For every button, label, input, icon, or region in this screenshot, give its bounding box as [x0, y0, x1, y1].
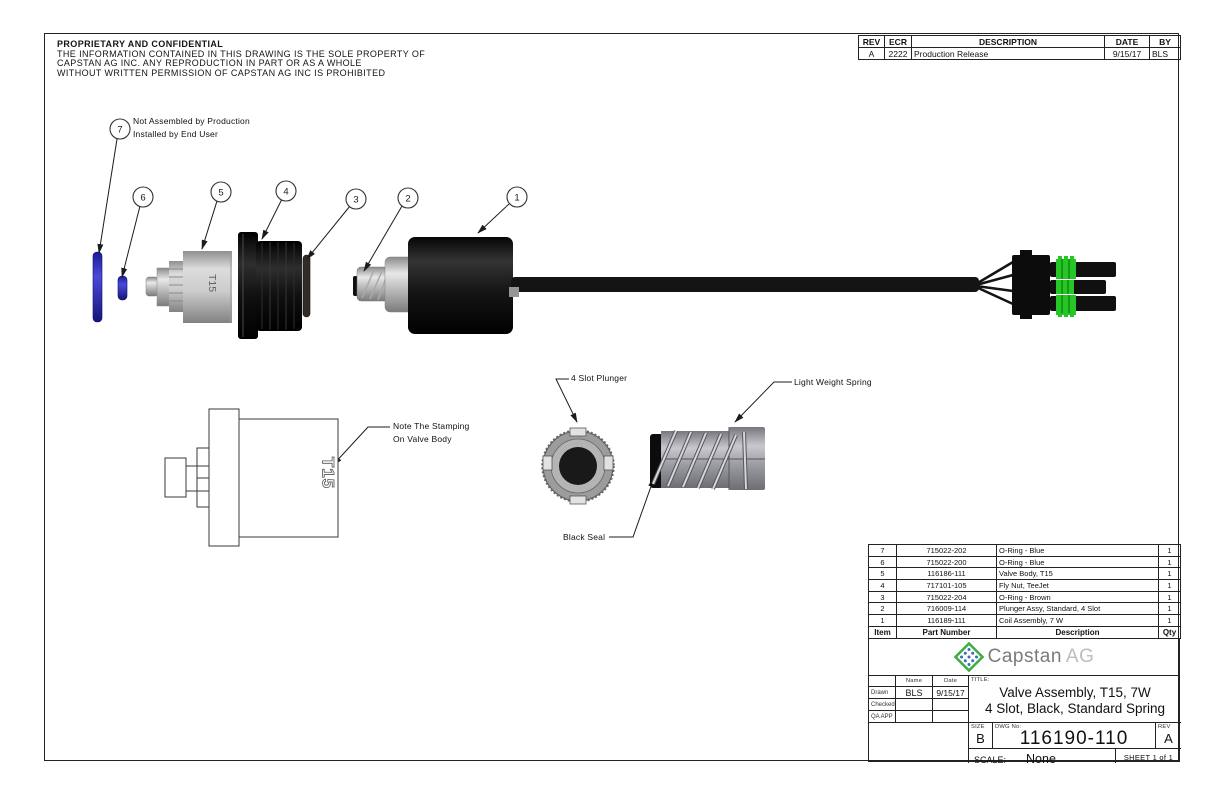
parts-item: 6 [869, 556, 897, 568]
svg-text:6: 6 [140, 192, 146, 204]
date-header: DATE [1105, 36, 1150, 48]
leader-plunger-label [556, 379, 577, 422]
parts-qty-header: Qty [1159, 626, 1181, 638]
drawn-date: 9/15/17 [933, 687, 969, 699]
balloon-2 [398, 188, 418, 208]
oring-blue-small [118, 276, 127, 300]
parts-row [869, 603, 1181, 615]
stamping-note: Note The Stamping On Valve Body [393, 421, 470, 444]
parts-qty: 1 [1159, 545, 1181, 557]
plunger-callout-label: 4 Slot Plunger [571, 373, 628, 383]
parts-description: Coil Assembly, 7 W [997, 615, 1159, 627]
plunger-side-view [650, 427, 765, 490]
parts-part-number: 717101-105 [897, 580, 997, 592]
title-cell [969, 676, 1181, 723]
end-user-note: Not Assembled by Production Installed by End User [133, 116, 250, 139]
date-header: Date [933, 676, 969, 687]
rev-cell: REV A [1156, 723, 1181, 749]
leader-seal-label [609, 478, 654, 537]
leader-stamping-label [333, 427, 390, 465]
logo-text: Capstan [987, 646, 1062, 667]
connector-seal-green-mid [1056, 280, 1074, 294]
connector [976, 250, 1116, 319]
parts-qty: 1 [1159, 568, 1181, 580]
parts-part-number: 116189-111 [897, 615, 997, 627]
parts-item: 1 [869, 615, 897, 627]
parts-row [869, 615, 1181, 627]
parts-row [869, 580, 1181, 592]
drawn-label: Drawn [869, 687, 896, 699]
parts-part-number: 716009-114 [897, 603, 997, 615]
balloon-6 [133, 187, 153, 207]
parts-description: Valve Body, T15 [997, 568, 1159, 580]
leader-5 [202, 201, 217, 249]
valve-body-3d [146, 251, 232, 323]
qa-app-date [933, 711, 969, 723]
balloon-3 [346, 189, 366, 209]
description-value: Production Release [912, 48, 1105, 60]
revision-table [858, 35, 1181, 60]
title-block [868, 638, 1180, 766]
parts-part-number: 715022-200 [897, 556, 997, 568]
parts-description: O-Ring - Brown [997, 591, 1159, 603]
balloon-4 [276, 181, 296, 201]
drawn-name: BLS [896, 687, 933, 699]
parts-part-number: 715022-202 [897, 545, 997, 557]
parts-description: O-Ring - Blue [997, 556, 1159, 568]
balloon-7 [110, 119, 130, 139]
parts-description: Fly Nut, TeeJet [997, 580, 1159, 592]
size-cell: SIZE B [969, 723, 993, 749]
parts-description: Plunger Assy, Standard, 4 Slot [997, 603, 1159, 615]
scale-cell [969, 749, 1116, 766]
parts-qty: 1 [1159, 556, 1181, 568]
capstan-logo-icon [954, 642, 984, 672]
scale-label: SCALE: [974, 755, 1007, 765]
notice-line: CAPSTAN AG INC. ANY REPRODUCTION IN PART OR AS A WHOLE [57, 58, 362, 68]
oring-brown [303, 255, 310, 317]
rev-value: A [859, 48, 885, 60]
connector-seal-green-bottom [1056, 295, 1076, 317]
parts-qty: 1 [1159, 580, 1181, 592]
nt-blank [869, 676, 896, 687]
size-value: B [976, 731, 985, 746]
balloon-1 [507, 187, 527, 207]
parts-part-number-header: Part Number [897, 626, 997, 638]
balloon-5 [211, 182, 231, 202]
fly-nut [238, 232, 302, 339]
parts-part-number: 715022-204 [897, 591, 997, 603]
svg-text:2: 2 [405, 193, 411, 205]
drawing-title-line2: 4 Slot, Black, Standard Spring [984, 700, 1166, 716]
leader-spring-label [735, 382, 792, 422]
valve-body-side-view [165, 409, 338, 546]
parts-row [869, 591, 1181, 603]
notice-line: WITHOUT WRITTEN PERMISSION OF CAPSTAN AG INC IS PROHIBITED [57, 67, 386, 78]
svg-text:7: 7 [117, 124, 123, 136]
proprietary-notice [57, 40, 425, 78]
parts-qty: 1 [1159, 591, 1181, 603]
name-header: Name [896, 676, 933, 687]
plunger-face-view [543, 428, 614, 504]
drawing-title-line1: Valve Assembly, T15, 7W [999, 685, 1151, 700]
logo-suffix: AG [1065, 646, 1095, 667]
by-header: BY [1150, 36, 1181, 48]
leader-7 [99, 139, 117, 253]
leader-6 [122, 206, 140, 277]
dwg-cell: DWG No: 116190-110 [993, 723, 1156, 749]
dwg-number: 116190-110 [1019, 728, 1129, 749]
parts-row [869, 568, 1181, 580]
parts-item: 5 [869, 568, 897, 580]
parts-header-row [869, 626, 1181, 638]
connector-seal-green-top [1056, 256, 1076, 279]
parts-item: 4 [869, 580, 897, 592]
qa-app-name [896, 711, 933, 723]
t15-stamp-lineart: T15 [318, 456, 338, 490]
parts-list-table [868, 544, 1181, 639]
svg-text:5: 5 [218, 187, 224, 199]
parts-item: 2 [869, 603, 897, 615]
parts-row [869, 545, 1181, 557]
by-value: BLS [1150, 48, 1181, 60]
parts-item: 7 [869, 545, 897, 557]
rev-header: REV [859, 36, 885, 48]
revision-row [859, 48, 1181, 60]
plunger-assembly [353, 267, 390, 301]
checked-label: Checked [869, 699, 896, 711]
description-header: DESCRIPTION [912, 36, 1105, 48]
leader-1 [478, 204, 509, 233]
parts-description: O-Ring - Blue [997, 545, 1159, 557]
seal-callout-label: Black Seal [563, 532, 606, 542]
parts-qty: 1 [1159, 615, 1181, 627]
leader-3 [307, 206, 350, 259]
t15-stamp-3d: T15 [206, 273, 219, 293]
parts-item: 3 [869, 591, 897, 603]
revision-header-row [859, 36, 1181, 48]
ecr-header: ECR [885, 36, 912, 48]
coil-cable [511, 277, 979, 292]
qa-app-label: QA APP [869, 711, 896, 723]
rev-value: A [1164, 731, 1173, 746]
parts-part-number: 116186-111 [897, 568, 997, 580]
parts-item-header: Item [869, 626, 897, 638]
scale-value: None [1026, 752, 1056, 766]
notice-title: PROPRIETARY AND CONFIDENTIAL [57, 39, 224, 49]
svg-text:3: 3 [353, 194, 359, 206]
ecr-value: 2222 [885, 48, 912, 60]
checked-date [933, 699, 969, 711]
leader-4 [262, 199, 282, 239]
title-label: TITLE: [971, 677, 990, 683]
parts-qty: 1 [1159, 603, 1181, 615]
sheet-cell: SHEET 1 of 1 [1123, 753, 1174, 762]
date-value: 9/15/17 [1105, 48, 1150, 60]
logo [869, 639, 1179, 676]
parts-row [869, 556, 1181, 568]
svg-text:1: 1 [514, 192, 520, 204]
checked-name [896, 699, 933, 711]
spring-callout-label: Light Weight Spring [794, 377, 872, 387]
parts-description-header: Description [997, 626, 1159, 638]
blank-cell [869, 723, 969, 763]
coil-assembly [385, 237, 979, 334]
svg-text:4: 4 [283, 186, 289, 198]
notice-line: THE INFORMATION CONTAINED IN THIS DRAWING IS THE SOLE PROPERTY OF [57, 48, 426, 59]
oring-blue-large [93, 252, 102, 322]
